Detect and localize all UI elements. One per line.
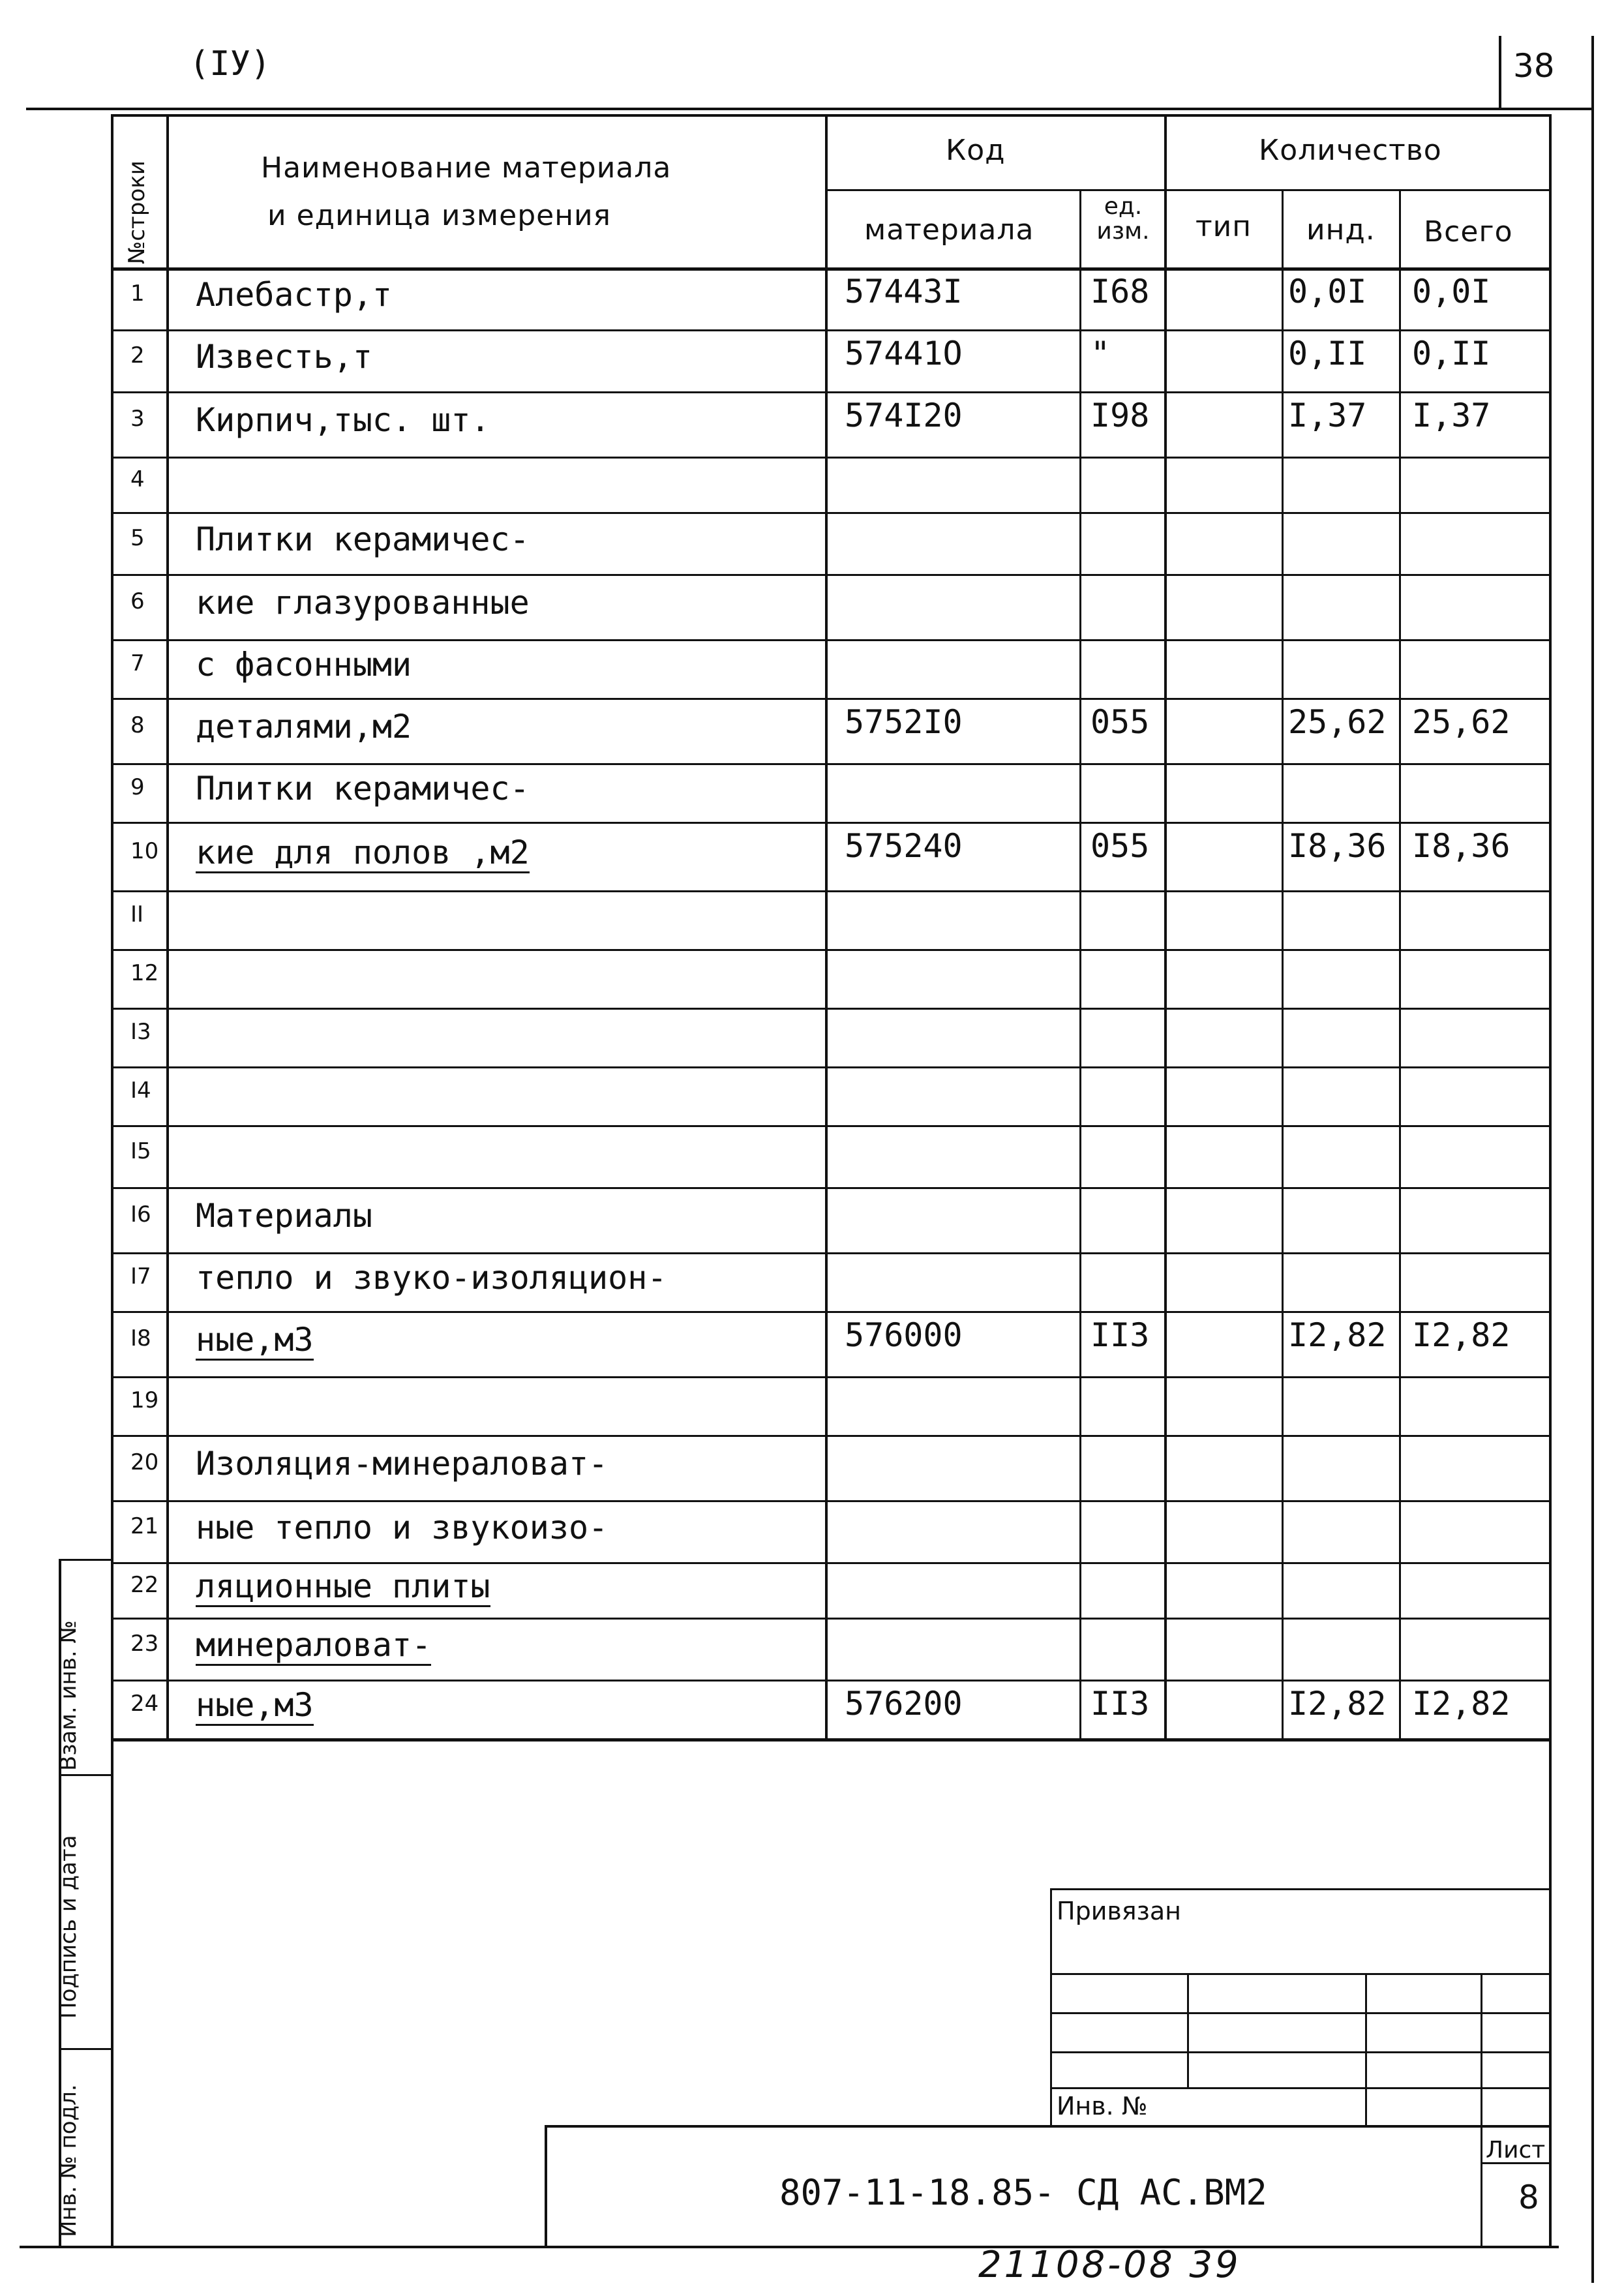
col-header-qty-type: тип	[1195, 210, 1252, 243]
col-line-2	[825, 114, 828, 1738]
qty-total: I,37	[1412, 397, 1491, 434]
side-label-inv-podl: Инв. № подл.	[55, 2084, 82, 2237]
table-right-border	[1549, 114, 1552, 1738]
material-code: 576000	[845, 1316, 963, 1354]
header-bottom-line	[111, 267, 1552, 271]
material-code: 576200	[845, 1685, 963, 1723]
material-name: кие глазурованные	[196, 584, 530, 622]
stamp-row2	[1050, 2012, 1549, 2014]
qty-total: 0,II	[1412, 335, 1491, 372]
row-line	[111, 763, 1552, 765]
qty-total: I2,82	[1412, 1685, 1511, 1723]
side-strip-div2	[59, 2048, 112, 2050]
qty-ind: I8,36	[1288, 827, 1387, 865]
table-bottom-border	[111, 1738, 1552, 1742]
qty-ind: 25,62	[1288, 703, 1387, 741]
side-strip-div1	[59, 1774, 112, 1776]
qty-total: I8,36	[1412, 827, 1511, 865]
row-line	[111, 1066, 1552, 1068]
col-header-code-material: материала	[864, 213, 1034, 247]
stamp-privyazan: Привязан	[1057, 1897, 1181, 1925]
row-number: 1	[130, 280, 145, 307]
stamp-row1	[1050, 1973, 1549, 1975]
col-line-4	[1164, 114, 1167, 1738]
col-header-quantity: Количество	[1259, 134, 1442, 167]
material-name: с фасонными	[196, 646, 412, 684]
row-line	[111, 1187, 1552, 1189]
qty-total: 0,0I	[1412, 273, 1491, 310]
unit-code: I68	[1090, 273, 1150, 310]
material-name: Плитки керамичес-	[196, 520, 530, 558]
row-number: 8	[130, 712, 145, 738]
row-line	[111, 329, 1552, 331]
row-line	[111, 457, 1552, 459]
stamp-left	[1050, 1888, 1052, 2126]
row-number: I7	[130, 1263, 151, 1289]
col-line-1	[166, 114, 169, 1738]
material-name: ные,м3	[196, 1321, 314, 1361]
row-number: I5	[130, 1138, 151, 1164]
col-header-row-number: №строки	[124, 160, 150, 264]
row-number: 5	[130, 524, 145, 551]
row-number: 3	[130, 406, 145, 432]
qty-ind: I2,82	[1288, 1685, 1387, 1723]
row-line	[111, 1500, 1552, 1502]
row-number: II	[130, 901, 144, 927]
qty-total: I2,82	[1412, 1316, 1511, 1354]
qty-ind: 0,II	[1288, 335, 1367, 372]
stamp-sheet-number: 8	[1518, 2179, 1539, 2216]
row-number: 21	[130, 1513, 159, 1539]
row-line	[111, 512, 1552, 514]
material-name: ные тепло и звукоизо-	[196, 1508, 609, 1546]
stamp-right	[1549, 1738, 1552, 2247]
col-header-code: Код	[946, 134, 1006, 167]
qty-ind: I2,82	[1288, 1316, 1387, 1354]
side-strip-top	[59, 1559, 112, 1561]
stamp-col1	[1187, 1973, 1189, 2087]
row-number: 10	[130, 837, 159, 864]
row-line	[111, 639, 1552, 641]
stamp-row3	[1050, 2051, 1549, 2053]
qty-total: 25,62	[1412, 703, 1511, 741]
material-code: 574I20	[845, 397, 963, 434]
row-line	[111, 698, 1552, 700]
title-block-left	[545, 2125, 547, 2246]
row-line	[111, 890, 1552, 892]
material-code: 5752I0	[845, 703, 963, 741]
table-top-border	[111, 114, 1549, 117]
material-name: Плитки керамичес-	[196, 770, 530, 807]
material-code: 57443I	[845, 273, 963, 310]
row-number: 19	[130, 1387, 159, 1413]
row-line	[111, 1562, 1552, 1564]
row-line	[111, 822, 1552, 824]
unit-code: 055	[1090, 827, 1150, 865]
stamp-inv-no: Инв. №	[1057, 2092, 1148, 2120]
unit-code: 055	[1090, 703, 1150, 741]
material-name: Кирпич,тыс. шт.	[196, 401, 490, 439]
row-line	[111, 949, 1552, 951]
material-name: Изоляция-минераловат-	[196, 1445, 609, 1483]
col-header-code-unit: ед. изм.	[1096, 193, 1150, 245]
row-number: 20	[130, 1449, 159, 1475]
qty-ind: 0,0I	[1288, 273, 1367, 310]
row-line	[111, 1618, 1552, 1620]
material-name: минераловат-	[196, 1626, 431, 1666]
unit-code: II3	[1090, 1685, 1150, 1723]
row-number: I6	[130, 1201, 151, 1228]
row-line	[111, 1435, 1552, 1437]
row-line	[111, 1680, 1552, 1681]
unit-code: II3	[1090, 1316, 1150, 1354]
row-line	[111, 1008, 1552, 1010]
stamp-col2	[1365, 1973, 1367, 2126]
row-number: 12	[130, 960, 159, 986]
header-mid-line	[825, 189, 1549, 191]
material-name: ные,м3	[196, 1686, 314, 1726]
stamp-sheet-label: Лист	[1486, 2137, 1546, 2164]
col-header-name-line1: Наименование материала	[261, 151, 672, 185]
row-number: I3	[130, 1019, 151, 1045]
row-number: 22	[130, 1571, 159, 1598]
row-number: 9	[130, 774, 145, 800]
row-line	[111, 1125, 1552, 1127]
row-number: 24	[130, 1691, 159, 1717]
material-name: деталями,м2	[196, 708, 412, 746]
material-name: Известь,т	[196, 337, 372, 376]
col-header-name-line2: и единица измерения	[267, 199, 612, 232]
handwritten-number: 21108-08 39	[978, 2244, 1241, 2286]
row-number: 6	[130, 588, 145, 614]
stamp-col3	[1481, 1973, 1482, 2126]
col-line-3	[1079, 189, 1081, 1738]
row-line	[111, 391, 1552, 393]
page-number: 38	[1513, 47, 1555, 85]
material-name: ляционные плиты	[196, 1567, 490, 1607]
unit-code: I98	[1090, 397, 1150, 434]
row-number: 23	[130, 1630, 159, 1657]
material-code: 575240	[845, 827, 963, 865]
row-number: I4	[130, 1078, 151, 1104]
material-name: Материалы	[196, 1197, 372, 1235]
row-number: 2	[130, 342, 145, 369]
col-line-6	[1399, 189, 1401, 1738]
stamp-top	[1050, 1888, 1549, 1890]
col-header-qty-ind: инд.	[1306, 213, 1376, 247]
row-number: 4	[130, 466, 145, 492]
title-block-top	[545, 2125, 1549, 2128]
qty-ind: I,37	[1288, 397, 1367, 434]
section-label: (IУ)	[189, 44, 271, 83]
document-code: 807-11-18.85- СД АС.ВМ2	[779, 2172, 1267, 2213]
sheet-box-left	[1481, 2125, 1482, 2246]
stamp-row4	[1050, 2087, 1549, 2089]
col-line-5	[1282, 189, 1284, 1738]
col-header-qty-total: Всего	[1424, 215, 1513, 249]
row-number: I8	[130, 1325, 151, 1351]
material-name: кие для полов ,м2	[196, 834, 530, 873]
material-code: 57441O	[845, 335, 963, 372]
side-label-inv-vzam: Взам. инв. №	[55, 1620, 82, 1771]
row-line	[111, 1252, 1552, 1254]
row-line	[111, 1311, 1552, 1313]
row-number: 7	[130, 650, 145, 676]
row-line	[111, 574, 1552, 576]
material-name: тепло и звуко-изоляцион-	[196, 1259, 667, 1297]
side-label-signature-date: Подпись и дата	[55, 1835, 82, 2019]
unit-code: "	[1090, 335, 1111, 372]
material-name: Алебастр,т	[196, 275, 393, 314]
row-line	[111, 1376, 1552, 1378]
